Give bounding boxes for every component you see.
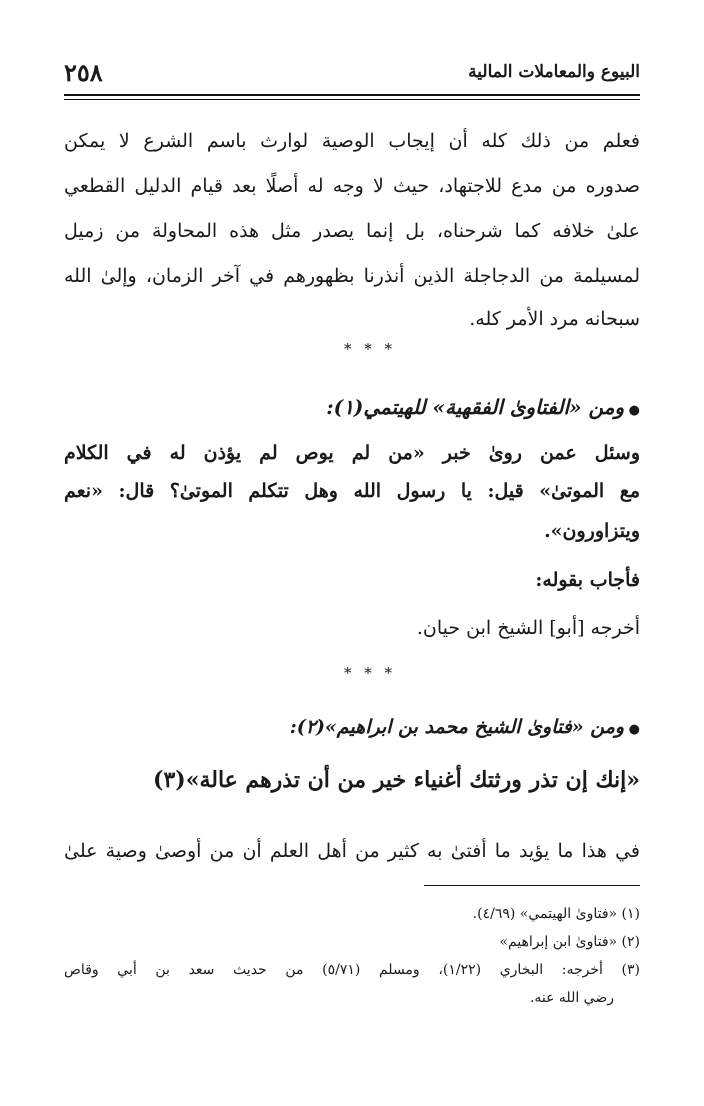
section-heading: ● ومن «الفتاوىٰ الفقهية» للهيتمي(١): xyxy=(64,392,640,426)
footnote: (٣) أخرجه: البخاري (١/٢٢)، ومسلم (٥/٧١) من حديث سعد بن أبي وقاص xyxy=(64,962,641,978)
paragraph-line: علىٰ خلافه كما شرحناه، بل إنما يصدر مثل هذه المحاولة من زميل xyxy=(64,220,640,242)
header-title: البيوع والمعاملات المالية xyxy=(468,62,640,82)
question-line: وسئل عمن روىٰ خبر «من لم يوص لم يؤذن له في الكلام xyxy=(64,442,640,464)
question-line: مع الموتىٰ» قيل: يا رسول الله وهل تتكلم الموتىٰ؟ قال: «نعم xyxy=(64,480,640,502)
running-header xyxy=(64,58,640,92)
header-rule-thin xyxy=(64,99,640,100)
answer-text: أخرجه [أبو] الشيخ ابن حيان. xyxy=(416,617,640,639)
footnote: رضي الله عنه. xyxy=(529,990,614,1006)
footnote-separator xyxy=(424,885,640,886)
paragraph-line: في هذا ما يؤيد ما أفتىٰ به كثير من أهل العلم أن من أوصىٰ وصية علىٰ xyxy=(64,840,640,862)
section-divider: * * * xyxy=(343,340,397,358)
paragraph-line: صدوره من مدع للاجتهاد، حيث لا وجه له أصلًا بعد قيام الدليل القطعي xyxy=(64,175,640,197)
hadith-quote: «إنك إن تذر ورثتك أغنياء خير من أن تذرهم عالة»(٣) xyxy=(153,767,640,793)
paragraph-line: فعلم من ذلك كله أن إيجاب الوصية لوارث باسم الشرع لا يمكن xyxy=(64,130,640,152)
answer-label: فأجاب بقوله: xyxy=(535,569,640,591)
section-heading: ● ومن «فتاوىٰ الشيخ محمد بن ابراهيم»(٢): xyxy=(64,712,640,745)
page-number: ٢٥٨ xyxy=(64,58,103,87)
header-rule-thick xyxy=(64,94,640,96)
footnote: (٢) «فتاوىٰ ابن إبراهيم» xyxy=(499,934,640,950)
paragraph-line: لمسيلمة من الدجاجلة الذين أنذرنا بظهورهم في آخر الزمان، وإلىٰ الله xyxy=(64,265,640,287)
question-line: ويتزاورون». xyxy=(544,520,640,542)
section-divider: * * * xyxy=(343,664,397,682)
footnote: (١) «فتاوىٰ الهيتمي» (٤/٦٩). xyxy=(472,906,640,922)
paragraph-line: سبحانه مرد الأمر كله. xyxy=(469,308,640,330)
